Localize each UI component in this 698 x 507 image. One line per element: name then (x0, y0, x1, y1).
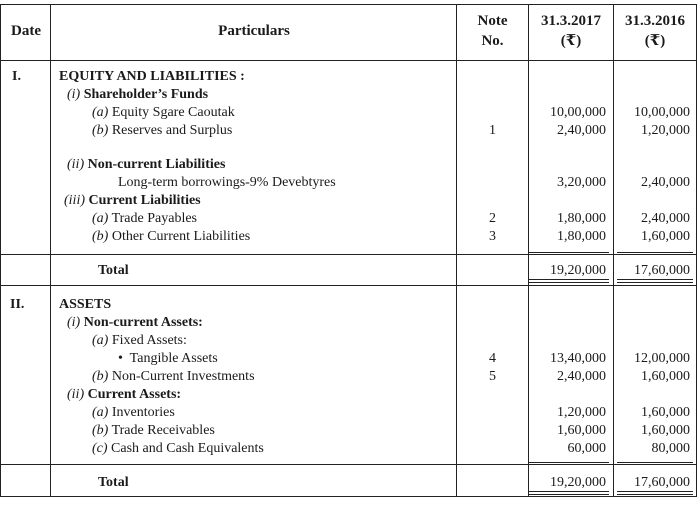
shareholders-funds-row (67, 86, 208, 103)
letter-label: (a) (92, 211, 109, 226)
non-current-investments-row (92, 368, 255, 385)
section-number-1: I. (12, 69, 21, 84)
header-2017-unit: (₹) (560, 33, 582, 49)
receivables-2016-value: 1,60,000 (641, 423, 690, 438)
other-current-liabilities-label: Other Current Liabilities (111, 229, 251, 244)
receivables-2017-value: 1,60,000 (557, 423, 606, 438)
letter-label: (c) (92, 441, 108, 456)
letter-label: (b) (92, 229, 109, 244)
nci-note-number: 5 (489, 369, 496, 384)
section-title-equity-liabilities: EQUITY AND LIABILITIES : (59, 69, 245, 84)
reserves-surplus-label: Reserves and Surplus (111, 123, 233, 138)
reserves-surplus-row (92, 122, 232, 139)
letter-label: (a) (92, 105, 109, 120)
section-number-2: II. (10, 297, 25, 312)
header-2016-date: 31.3.2016 (625, 13, 685, 29)
tangible-assets-row (118, 350, 218, 367)
inventories-2016-value: 1,60,000 (641, 405, 690, 420)
ltb-2016-value: 2,40,000 (641, 175, 690, 190)
current-liabilities-label: Current Liabilities (88, 193, 201, 208)
other-cl-2016-value: 1,60,000 (641, 229, 690, 244)
nci-2016-value: 1,60,000 (641, 369, 690, 384)
other-cl-note-number: 3 (489, 229, 496, 244)
total-label-section1: Total (98, 263, 129, 278)
inventories-label: Inventories (111, 405, 175, 420)
total-2017-value-section2: 19,20,000 (550, 475, 606, 490)
non-current-liabilities-row (67, 156, 225, 173)
subtotal-underline-2017 (529, 252, 609, 253)
other-cl-2017-value: 1,80,000 (557, 229, 606, 244)
total-double-underline-2017-section2 (529, 491, 609, 495)
section-divider (0, 285, 697, 286)
header-date: Date (11, 23, 41, 39)
table-right-border (696, 4, 697, 496)
long-term-borrowings-label: Long-term borrowings-9% Devebtyres (118, 175, 336, 190)
inventories-2017-value: 1,20,000 (557, 405, 606, 420)
total-2016-value-section2: 17,60,000 (634, 475, 690, 490)
shareholders-funds-label: Shareholder’s Funds (83, 87, 209, 102)
equity-share-capital-row (92, 104, 235, 121)
trade-receivables-row (92, 422, 215, 439)
reserves-2016-value: 1,20,000 (641, 123, 690, 138)
trade-receivables-label: Trade Receivables (111, 423, 215, 438)
table-left-border (0, 4, 1, 496)
header-particulars: Particulars (218, 23, 290, 39)
tangible-2017-value: 13,40,000 (550, 351, 606, 366)
nci-2017-value: 2,40,000 (557, 369, 606, 384)
header-2016-unit: (₹) (644, 33, 666, 49)
non-current-assets-row (67, 314, 203, 331)
subtotal-underline-2016-section2 (617, 462, 693, 463)
subtotal-underline-2017-section2 (529, 462, 609, 463)
trade-payables-row (92, 210, 197, 227)
current-assets-row (67, 386, 181, 403)
cash-2017-value: 60,000 (567, 441, 606, 456)
header-note-line2: No. (481, 33, 504, 49)
subtotal-underline-2016 (617, 252, 693, 253)
date-column-divider (50, 4, 51, 496)
cash-equivalents-row (92, 440, 264, 457)
letter-label: (a) (92, 405, 109, 420)
roman-numeral: (ii) (67, 157, 85, 172)
header-bottom-border (0, 60, 697, 61)
letter-label: (a) (92, 333, 109, 348)
inventories-row (92, 404, 175, 421)
equity-2017-value: 10,00,000 (550, 105, 606, 120)
letter-label: (b) (92, 369, 109, 384)
non-current-liabilities-label: Non-current Liabilities (87, 157, 226, 172)
table-bottom-border (0, 496, 697, 497)
trade-payables-2016-value: 2,40,000 (641, 211, 690, 226)
letter-label: (b) (92, 123, 109, 138)
header-note-line1: Note (477, 13, 508, 29)
total-row-top-border-2 (0, 464, 697, 465)
bullet-icon: • (118, 351, 123, 366)
ltb-2017-value: 3,20,000 (557, 175, 606, 190)
particulars-column-divider (456, 4, 457, 496)
non-current-assets-label: Non-current Assets: (83, 315, 203, 330)
table-top-border (0, 4, 697, 5)
reserves-2017-value: 2,40,000 (557, 123, 606, 138)
roman-numeral: (ii) (67, 387, 85, 402)
non-current-investments-label: Non-Current Investments (111, 369, 255, 384)
trade-payables-note-number: 2 (489, 211, 496, 226)
equity-2016-value: 10,00,000 (634, 105, 690, 120)
tangible-note-number: 4 (489, 351, 496, 366)
cash-equivalents-label: Cash and Cash Equivalents (111, 441, 264, 456)
current-assets-label: Current Assets: (87, 387, 182, 402)
total-row-top-border (0, 254, 697, 255)
reserves-note-number: 1 (489, 123, 496, 138)
cash-2016-value: 80,000 (651, 441, 690, 456)
total-double-underline-2016 (617, 279, 693, 283)
roman-numeral: (i) (67, 87, 81, 102)
roman-numeral: (i) (67, 315, 81, 330)
total-double-underline-2017 (529, 279, 609, 283)
tangible-assets-label: Tangible Assets (129, 351, 218, 366)
fixed-assets-row (92, 332, 187, 349)
total-double-underline-2016-section2 (617, 491, 693, 495)
equity-share-capital-label: Equity Sgare Caoutak (111, 105, 235, 120)
fixed-assets-label: Fixed Assets: (111, 333, 187, 348)
total-label-section2: Total (98, 475, 129, 490)
trade-payables-label: Trade Payables (111, 211, 197, 226)
trade-payables-2017-value: 1,80,000 (557, 211, 606, 226)
other-current-liabilities-row (92, 228, 250, 245)
letter-label: (b) (92, 423, 109, 438)
current-liabilities-row (64, 192, 201, 209)
total-2016-value-section1: 17,60,000 (634, 263, 690, 278)
section-title-assets: ASSETS (59, 297, 112, 312)
header-2017-date: 31.3.2017 (541, 13, 601, 29)
total-2017-value-section1: 19,20,000 (550, 263, 606, 278)
tangible-2016-value: 12,00,000 (634, 351, 690, 366)
roman-numeral: (iii) (64, 193, 85, 208)
